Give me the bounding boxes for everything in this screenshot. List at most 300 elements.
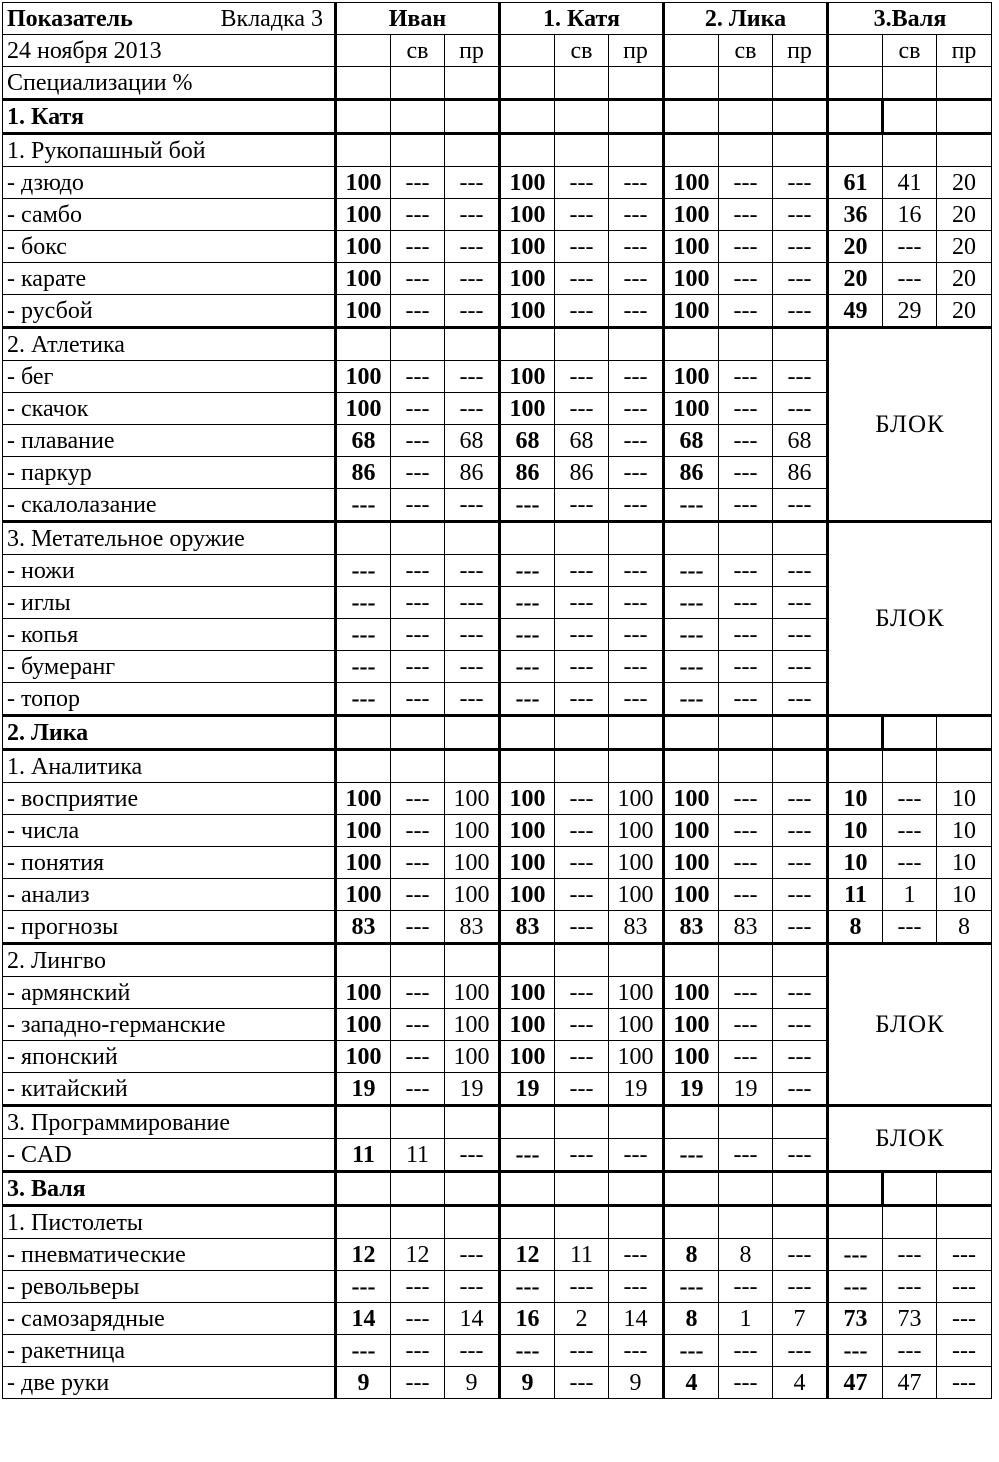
- cell-sv: ---: [719, 263, 773, 295]
- group-header-katya: 1. Катя: [500, 3, 664, 35]
- cell-total: 86: [500, 457, 555, 489]
- cell-sv: ---: [555, 1009, 609, 1041]
- empty-cell: [391, 944, 445, 977]
- cell-sv: ---: [719, 457, 773, 489]
- cell-total: ---: [500, 651, 555, 683]
- empty-cell: [445, 1106, 500, 1139]
- cell-sv: ---: [391, 651, 445, 683]
- section-row: [3, 716, 992, 750]
- table-row: [3, 167, 992, 199]
- cell-total: 100: [336, 167, 391, 199]
- cell-total: 100: [664, 783, 719, 815]
- cell-pr: ---: [445, 1271, 500, 1303]
- empty-cell: [773, 716, 828, 750]
- cell-sv: ---: [391, 167, 445, 199]
- cell-total: 100: [336, 1009, 391, 1041]
- empty-cell: [555, 944, 609, 977]
- empty-cell: [500, 1206, 555, 1239]
- cell-sv: ---: [391, 1367, 445, 1399]
- cell-sv: ---: [555, 167, 609, 199]
- header-row-names: [3, 3, 992, 35]
- empty-cell: [828, 716, 883, 750]
- cell-sv: 1: [719, 1303, 773, 1335]
- row-label: 1. Аналитика: [3, 750, 336, 783]
- cell-total: 100: [336, 1041, 391, 1073]
- cell-total: 100: [500, 1009, 555, 1041]
- cell-sv: ---: [719, 587, 773, 619]
- cell-total: 61: [828, 167, 883, 199]
- cell-total: 100: [336, 815, 391, 847]
- cell-pr: ---: [445, 361, 500, 393]
- cell-total: 100: [336, 199, 391, 231]
- cell-pr: 100: [445, 1041, 500, 1073]
- empty-cell: [773, 1206, 828, 1239]
- cell-pr: 100: [445, 847, 500, 879]
- empty-cell: [500, 67, 555, 100]
- cell-total: ---: [828, 1335, 883, 1367]
- cell-total: 100: [664, 231, 719, 263]
- cell-pr: 20: [937, 167, 992, 199]
- cell-sv: ---: [883, 847, 937, 879]
- empty-cell: [555, 100, 609, 134]
- cell-pr: ---: [609, 1335, 664, 1367]
- section-row: [3, 1172, 992, 1206]
- cell-sv: ---: [391, 425, 445, 457]
- empty-cell: [719, 1106, 773, 1139]
- cell-sv: ---: [555, 555, 609, 587]
- cell-total: 16: [500, 1303, 555, 1335]
- empty-cell: [773, 67, 828, 100]
- cell-sv: 68: [555, 425, 609, 457]
- cell-pr: ---: [773, 231, 828, 263]
- cell-sv: ---: [391, 263, 445, 295]
- row-label: - ножи: [3, 555, 336, 587]
- cell-total: ---: [664, 587, 719, 619]
- cell-total: 10: [828, 783, 883, 815]
- row-label: - анализ: [3, 879, 336, 911]
- cell-total: 9: [500, 1367, 555, 1399]
- cell-total: 100: [664, 393, 719, 425]
- cell-total: 68: [664, 425, 719, 457]
- empty-cell: [391, 67, 445, 100]
- cell-pr: ---: [937, 1239, 992, 1271]
- empty-cell: [719, 328, 773, 361]
- cell-pr: ---: [773, 555, 828, 587]
- specializations-table: [2, 2, 992, 1399]
- cell-pr: ---: [937, 1303, 992, 1335]
- cell-sv: ---: [391, 1335, 445, 1367]
- cell-pr: 8: [937, 911, 992, 944]
- cell-total: 100: [500, 393, 555, 425]
- sub-header-total: [500, 35, 555, 67]
- cell-pr: ---: [773, 167, 828, 199]
- cell-pr: ---: [445, 619, 500, 651]
- row-label: 1. Катя: [3, 100, 336, 134]
- empty-cell: [336, 944, 391, 977]
- cell-sv: ---: [883, 783, 937, 815]
- cell-pr: 20: [937, 263, 992, 295]
- empty-cell: [719, 522, 773, 555]
- cell-total: 100: [664, 295, 719, 328]
- empty-cell: [555, 750, 609, 783]
- cell-total: 100: [500, 815, 555, 847]
- cell-pr: ---: [445, 199, 500, 231]
- row-label: 2. Лингво: [3, 944, 336, 977]
- cell-total: 86: [664, 457, 719, 489]
- empty-cell: [719, 67, 773, 100]
- empty-cell: [445, 750, 500, 783]
- empty-cell: [555, 67, 609, 100]
- cell-total: 10: [828, 847, 883, 879]
- sub-header-sv: св: [883, 35, 937, 67]
- cell-sv: ---: [391, 815, 445, 847]
- cell-total: ---: [500, 1271, 555, 1303]
- cell-sv: ---: [555, 651, 609, 683]
- cell-total: 100: [664, 167, 719, 199]
- row-label: - карате: [3, 263, 336, 295]
- cell-pr: 14: [445, 1303, 500, 1335]
- cell-total: 100: [500, 295, 555, 328]
- cell-sv: ---: [555, 1139, 609, 1172]
- cell-sv: ---: [555, 199, 609, 231]
- cell-total: ---: [500, 555, 555, 587]
- empty-cell: [719, 716, 773, 750]
- cell-pr: 100: [445, 879, 500, 911]
- cell-pr: ---: [773, 847, 828, 879]
- cell-total: ---: [500, 683, 555, 716]
- cell-sv: ---: [555, 847, 609, 879]
- empty-cell: [500, 328, 555, 361]
- row-label: - самозарядные: [3, 1303, 336, 1335]
- cell-total: 14: [336, 1303, 391, 1335]
- empty-cell: [555, 328, 609, 361]
- row-label: 3. Метательное оружие: [3, 522, 336, 555]
- cell-sv: 83: [719, 911, 773, 944]
- empty-cell: [555, 1172, 609, 1206]
- empty-cell: [937, 1206, 992, 1239]
- row-label: - револьверы: [3, 1271, 336, 1303]
- blocked-cell: БЛОК: [828, 328, 992, 522]
- cell-sv: 11: [391, 1139, 445, 1172]
- cell-pr: 20: [937, 231, 992, 263]
- table-row: [3, 295, 992, 328]
- group-header-valya: 3.Валя: [828, 3, 992, 35]
- cell-pr: 100: [609, 783, 664, 815]
- cell-total: ---: [828, 1239, 883, 1271]
- sub-header-pr: пр: [937, 35, 992, 67]
- empty-cell: [773, 1172, 828, 1206]
- cell-total: 83: [336, 911, 391, 944]
- cell-total: 11: [336, 1139, 391, 1172]
- cell-sv: ---: [391, 1303, 445, 1335]
- empty-cell: [336, 67, 391, 100]
- cell-total: 100: [500, 879, 555, 911]
- cell-total: 100: [336, 847, 391, 879]
- cell-pr: 100: [609, 977, 664, 1009]
- cell-pr: 68: [773, 425, 828, 457]
- row-label: - иглы: [3, 587, 336, 619]
- empty-cell: [609, 750, 664, 783]
- cell-sv: ---: [719, 783, 773, 815]
- cell-sv: ---: [719, 1041, 773, 1073]
- sub-header-sv: св: [555, 35, 609, 67]
- cell-pr: 100: [609, 879, 664, 911]
- cell-sv: 19: [719, 1073, 773, 1106]
- cell-pr: 100: [609, 847, 664, 879]
- row-label: - японский: [3, 1041, 336, 1073]
- category-row: [3, 1106, 992, 1139]
- empty-cell: [937, 716, 992, 750]
- empty-cell: [609, 328, 664, 361]
- report-date: 24 ноября 2013: [3, 35, 336, 67]
- cell-sv: 86: [555, 457, 609, 489]
- cell-pr: ---: [609, 651, 664, 683]
- empty-cell: [555, 1106, 609, 1139]
- row-label: - две руки: [3, 1367, 336, 1399]
- cell-pr: 10: [937, 815, 992, 847]
- cell-sv: ---: [719, 879, 773, 911]
- cell-total: ---: [500, 1335, 555, 1367]
- cell-sv: ---: [719, 1335, 773, 1367]
- empty-cell: [828, 134, 883, 167]
- empty-cell: [609, 716, 664, 750]
- cell-total: 100: [336, 783, 391, 815]
- cell-sv: ---: [391, 295, 445, 328]
- tab-label: Вкладка 3: [220, 5, 323, 32]
- empty-cell: [500, 1172, 555, 1206]
- empty-cell: [773, 750, 828, 783]
- empty-cell: [336, 134, 391, 167]
- cell-pr: 83: [609, 911, 664, 944]
- cell-total: 19: [336, 1073, 391, 1106]
- cell-pr: ---: [609, 587, 664, 619]
- row-label: - скалолазание: [3, 489, 336, 522]
- empty-cell: [773, 134, 828, 167]
- table-row: [3, 1335, 992, 1367]
- empty-cell: [664, 1172, 719, 1206]
- table-row: [3, 263, 992, 295]
- cell-pr: ---: [773, 1073, 828, 1106]
- cell-pr: ---: [609, 1139, 664, 1172]
- cell-pr: ---: [445, 683, 500, 716]
- category-row: [3, 944, 992, 977]
- cell-sv: ---: [883, 1335, 937, 1367]
- cell-sv: ---: [555, 783, 609, 815]
- cell-total: ---: [664, 1271, 719, 1303]
- empty-cell: [664, 1106, 719, 1139]
- sub-header-pr: пр: [445, 35, 500, 67]
- cell-sv: 12: [391, 1239, 445, 1271]
- cell-pr: ---: [609, 199, 664, 231]
- cell-sv: 8: [719, 1239, 773, 1271]
- cell-pr: ---: [445, 263, 500, 295]
- row-label: - восприятие: [3, 783, 336, 815]
- cell-pr: 100: [445, 977, 500, 1009]
- cell-sv: ---: [555, 977, 609, 1009]
- cell-total: ---: [336, 489, 391, 522]
- cell-sv: ---: [391, 361, 445, 393]
- empty-cell: [336, 1106, 391, 1139]
- row-label: - скачок: [3, 393, 336, 425]
- empty-cell: [719, 944, 773, 977]
- cell-total: 36: [828, 199, 883, 231]
- blocked-cell: БЛОК: [828, 522, 992, 716]
- cell-pr: 7: [773, 1303, 828, 1335]
- cell-sv: ---: [719, 361, 773, 393]
- cell-sv: ---: [719, 167, 773, 199]
- cell-total: 68: [336, 425, 391, 457]
- cell-pr: 10: [937, 783, 992, 815]
- cell-sv: ---: [883, 231, 937, 263]
- empty-cell: [937, 750, 992, 783]
- cell-total: 4: [664, 1367, 719, 1399]
- cell-sv: ---: [719, 815, 773, 847]
- empty-cell: [719, 134, 773, 167]
- category-row: [3, 1206, 992, 1239]
- empty-cell: [336, 750, 391, 783]
- empty-cell: [500, 134, 555, 167]
- cell-pr: ---: [609, 231, 664, 263]
- empty-cell: [773, 100, 828, 134]
- cell-pr: 4: [773, 1367, 828, 1399]
- cell-total: ---: [336, 1271, 391, 1303]
- cell-total: 11: [828, 879, 883, 911]
- cell-pr: ---: [609, 1271, 664, 1303]
- cell-sv: ---: [719, 393, 773, 425]
- cell-sv: ---: [391, 489, 445, 522]
- row-label: - дзюдо: [3, 167, 336, 199]
- table-row: [3, 1239, 992, 1271]
- empty-cell: [937, 100, 992, 134]
- empty-cell: [883, 716, 937, 750]
- cell-sv: ---: [391, 683, 445, 716]
- cell-total: 49: [828, 295, 883, 328]
- empty-cell: [336, 100, 391, 134]
- empty-cell: [445, 716, 500, 750]
- cell-pr: 10: [937, 847, 992, 879]
- cell-total: 100: [500, 167, 555, 199]
- empty-cell: [828, 1206, 883, 1239]
- cell-pr: ---: [609, 295, 664, 328]
- empty-cell: [445, 522, 500, 555]
- row-label: - плавание: [3, 425, 336, 457]
- cell-total: 100: [500, 1041, 555, 1073]
- cell-total: 100: [336, 977, 391, 1009]
- row-label: - западно-германские: [3, 1009, 336, 1041]
- cell-pr: ---: [445, 167, 500, 199]
- empty-cell: [445, 1172, 500, 1206]
- row-label: 2. Атлетика: [3, 328, 336, 361]
- cell-sv: 2: [555, 1303, 609, 1335]
- cell-pr: 14: [609, 1303, 664, 1335]
- empty-cell: [609, 522, 664, 555]
- cell-pr: 100: [609, 1009, 664, 1041]
- cell-total: 8: [664, 1239, 719, 1271]
- cell-total: ---: [500, 619, 555, 651]
- cell-pr: ---: [609, 263, 664, 295]
- empty-cell: [445, 328, 500, 361]
- cell-total: 100: [664, 879, 719, 911]
- empty-cell: [555, 716, 609, 750]
- cell-pr: ---: [773, 263, 828, 295]
- empty-cell: [391, 1172, 445, 1206]
- cell-sv: ---: [719, 619, 773, 651]
- sub-header-pr: пр: [609, 35, 664, 67]
- cell-sv: ---: [391, 879, 445, 911]
- row-label: - копья: [3, 619, 336, 651]
- cell-sv: ---: [555, 361, 609, 393]
- cell-sv: ---: [555, 911, 609, 944]
- cell-pr: ---: [773, 683, 828, 716]
- cell-sv: ---: [555, 1073, 609, 1106]
- empty-cell: [391, 328, 445, 361]
- table-row: [3, 1271, 992, 1303]
- empty-cell: [445, 944, 500, 977]
- empty-cell: [664, 100, 719, 134]
- empty-cell: [937, 134, 992, 167]
- row-label: - русбой: [3, 295, 336, 328]
- cell-sv: ---: [883, 1271, 937, 1303]
- empty-cell: [937, 67, 992, 100]
- empty-cell: [500, 944, 555, 977]
- cell-sv: 16: [883, 199, 937, 231]
- cell-total: 100: [500, 361, 555, 393]
- cell-pr: 20: [937, 199, 992, 231]
- empty-cell: [336, 1172, 391, 1206]
- cell-sv: 29: [883, 295, 937, 328]
- cell-total: 83: [664, 911, 719, 944]
- cell-pr: ---: [773, 587, 828, 619]
- empty-cell: [336, 1206, 391, 1239]
- cell-pr: ---: [937, 1335, 992, 1367]
- cell-pr: ---: [773, 879, 828, 911]
- cell-pr: ---: [773, 199, 828, 231]
- cell-total: ---: [336, 555, 391, 587]
- cell-pr: 100: [445, 783, 500, 815]
- row-label: - топор: [3, 683, 336, 716]
- cell-pr: ---: [773, 361, 828, 393]
- row-label: Специализации %: [3, 67, 336, 100]
- cell-pr: 100: [445, 1009, 500, 1041]
- empty-cell: [445, 100, 500, 134]
- cell-pr: ---: [937, 1271, 992, 1303]
- empty-cell: [609, 1206, 664, 1239]
- empty-cell: [773, 522, 828, 555]
- cell-pr: 86: [445, 457, 500, 489]
- cell-pr: ---: [773, 1239, 828, 1271]
- row-label: - самбо: [3, 199, 336, 231]
- empty-cell: [883, 1206, 937, 1239]
- cell-pr: ---: [445, 393, 500, 425]
- table-row: [3, 783, 992, 815]
- empty-cell: [555, 522, 609, 555]
- row-label: 2. Лика: [3, 716, 336, 750]
- cell-total: 68: [500, 425, 555, 457]
- empty-cell: [719, 100, 773, 134]
- cell-sv: ---: [391, 977, 445, 1009]
- category-row: [3, 328, 992, 361]
- empty-cell: [336, 716, 391, 750]
- empty-cell: [391, 134, 445, 167]
- row-label: 1. Пистолеты: [3, 1206, 336, 1239]
- cell-total: ---: [336, 619, 391, 651]
- cell-pr: ---: [609, 1239, 664, 1271]
- cell-pr: 100: [609, 1041, 664, 1073]
- empty-cell: [773, 1106, 828, 1139]
- cell-pr: ---: [609, 361, 664, 393]
- cell-pr: ---: [445, 1335, 500, 1367]
- row-label: - китайский: [3, 1073, 336, 1106]
